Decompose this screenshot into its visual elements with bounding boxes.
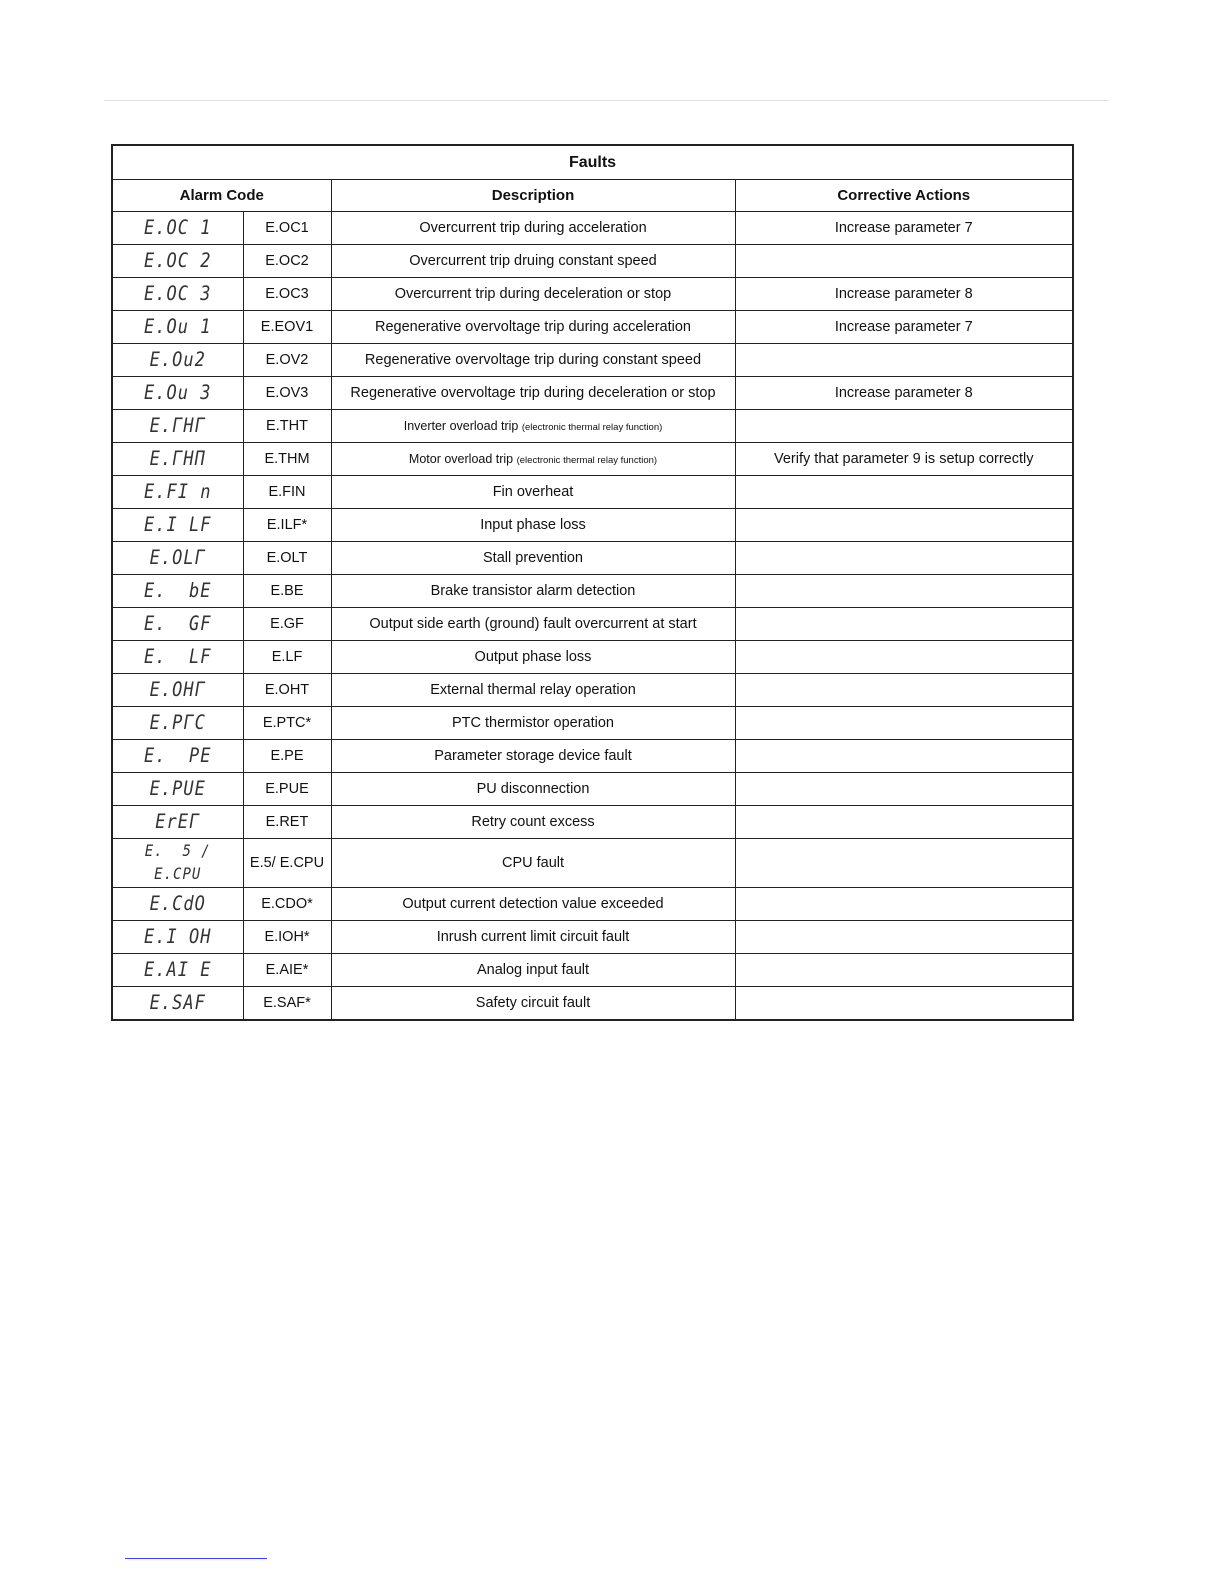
table-row — [112, 608, 1073, 641]
corrective-action — [735, 575, 1073, 608]
corrective-action — [735, 641, 1073, 674]
description-text: Output phase loss — [474, 649, 592, 665]
footnote-rule — [125, 1558, 267, 1559]
segment-display-text: E.OC 3 — [144, 282, 212, 306]
corrective-action — [735, 674, 1073, 707]
corrective-action — [735, 608, 1073, 641]
alarm-code: E.CDO* — [243, 888, 331, 921]
description-text: Overcurrent trip druing constant speed — [409, 253, 657, 269]
fault-description — [331, 344, 735, 377]
lcd-display-code — [112, 575, 243, 608]
fault-description — [331, 311, 735, 344]
segment-display-text: E. bE — [144, 579, 212, 603]
segment-display-text: E. LF — [144, 645, 212, 669]
fault-description — [331, 278, 735, 311]
description-text: Brake transistor alarm detection — [430, 583, 636, 599]
description-note: (electronic thermal relay function) — [516, 455, 658, 466]
corrective-action: Verify that parameter 9 is setup correctly — [735, 443, 1073, 476]
lcd-display-code — [112, 476, 243, 509]
fault-description — [331, 806, 735, 839]
alarm-code: E.PTC* — [243, 707, 331, 740]
table-row — [112, 344, 1073, 377]
segment-display-text: E. GF — [144, 612, 212, 636]
lcd-display-code — [112, 674, 243, 707]
segment-display-text: E.FI n — [144, 480, 212, 504]
description-note: (electronic thermal relay function) — [521, 422, 663, 433]
table-row — [112, 674, 1073, 707]
table-row — [112, 839, 1073, 888]
corrective-action — [735, 888, 1073, 921]
alarm-code: E.EOV1 — [243, 311, 331, 344]
corrective-action — [735, 476, 1073, 509]
faults-table — [111, 144, 1074, 1021]
fault-description — [331, 839, 735, 888]
lcd-display-code — [112, 773, 243, 806]
table-row — [112, 377, 1073, 410]
lcd-display-code — [112, 707, 243, 740]
alarm-code: E.SAF* — [243, 987, 331, 1021]
lcd-display-code — [112, 987, 243, 1021]
alarm-code: E.RET — [243, 806, 331, 839]
segment-display-text: E.OC 1 — [144, 216, 212, 240]
alarm-code: E.OV3 — [243, 377, 331, 410]
description-text: Regenerative overvoltage trip during acceleration — [375, 319, 691, 335]
table-row — [112, 740, 1073, 773]
description-text: Inverter overload trip — [403, 419, 522, 433]
lcd-display-code — [112, 921, 243, 954]
corrective-action — [735, 410, 1073, 443]
segment-display-text: E.ГHГ — [149, 414, 206, 438]
table-title: Faults — [112, 145, 1073, 180]
lcd-display-code — [112, 641, 243, 674]
corrective-action — [735, 773, 1073, 806]
description-text: Motor overload trip — [408, 452, 517, 466]
lcd-display-code — [112, 410, 243, 443]
segment-display-text: E.Ou 3 — [144, 381, 212, 405]
segment-display-text: E.OHГ — [149, 678, 206, 702]
table-row — [112, 921, 1073, 954]
corrective-action — [735, 707, 1073, 740]
alarm-code: E.OC3 — [243, 278, 331, 311]
description-text: PU disconnection — [476, 781, 590, 797]
fault-description — [331, 476, 735, 509]
description-text: Output side earth (ground) fault overcurrent at start — [369, 616, 697, 632]
corrective-action — [735, 740, 1073, 773]
table-row — [112, 509, 1073, 542]
table-row — [112, 888, 1073, 921]
alarm-code: E.LF — [243, 641, 331, 674]
fault-description — [331, 542, 735, 575]
fault-description — [331, 608, 735, 641]
page-header-rule — [104, 100, 1109, 101]
table-row — [112, 806, 1073, 839]
alarm-code: E.THT — [243, 410, 331, 443]
lcd-display-code — [112, 608, 243, 641]
header-corrective-actions: Corrective Actions — [735, 180, 1073, 212]
lcd-display-code — [112, 443, 243, 476]
alarm-code: E.OV2 — [243, 344, 331, 377]
table-header-row — [112, 180, 1073, 212]
lcd-display-code — [112, 377, 243, 410]
table-row — [112, 641, 1073, 674]
description-text: PTC thermistor operation — [452, 715, 614, 731]
description-text: Output current detection value exceeded — [402, 896, 664, 912]
corrective-action — [735, 921, 1073, 954]
table-row — [112, 954, 1073, 987]
table-row — [112, 476, 1073, 509]
table-row — [112, 443, 1073, 476]
alarm-code: E.OHT — [243, 674, 331, 707]
segment-display-text: E.I LF — [144, 513, 212, 537]
description-text: Parameter storage device fault — [434, 748, 632, 764]
table-row — [112, 773, 1073, 806]
alarm-code: E.PE — [243, 740, 331, 773]
alarm-code: E.5/ E.CPU — [243, 839, 331, 888]
description-text: Overcurrent trip during acceleration — [419, 220, 647, 236]
corrective-action: Increase parameter 8 — [735, 278, 1073, 311]
fault-description — [331, 987, 735, 1021]
table-row — [112, 575, 1073, 608]
description-text: Analog input fault — [476, 962, 590, 978]
corrective-action — [735, 987, 1073, 1021]
alarm-code: E.AIE* — [243, 954, 331, 987]
segment-display-text: E. 5 / E.CPU — [144, 842, 211, 884]
lcd-display-code — [112, 509, 243, 542]
lcd-display-code — [112, 245, 243, 278]
segment-display-text: E.CdO — [149, 892, 206, 916]
alarm-code: E.FIN — [243, 476, 331, 509]
description-text: External thermal relay operation — [430, 682, 636, 698]
corrective-action — [735, 245, 1073, 278]
alarm-code: E.THM — [243, 443, 331, 476]
table-row — [112, 245, 1073, 278]
alarm-code: E.OC2 — [243, 245, 331, 278]
fault-description — [331, 641, 735, 674]
fault-description — [331, 740, 735, 773]
corrective-action: Increase parameter 7 — [735, 311, 1073, 344]
alarm-code: E.OLT — [243, 542, 331, 575]
fault-description — [331, 509, 735, 542]
alarm-code: E.GF — [243, 608, 331, 641]
description-text: Inrush current limit circuit fault — [436, 929, 630, 945]
lcd-display-code — [112, 212, 243, 245]
segment-display-text: E.ГHП — [149, 447, 206, 471]
lcd-display-code — [112, 311, 243, 344]
corrective-action — [735, 509, 1073, 542]
segment-display-text: E.PUE — [149, 777, 206, 801]
description-text: Safety circuit fault — [475, 995, 591, 1011]
description-text: CPU fault — [501, 855, 565, 871]
alarm-code: E.BE — [243, 575, 331, 608]
corrective-action: Increase parameter 8 — [735, 377, 1073, 410]
alarm-code: E.IOH* — [243, 921, 331, 954]
table-row — [112, 542, 1073, 575]
table-row — [112, 987, 1073, 1021]
fault-description — [331, 377, 735, 410]
lcd-display-code — [112, 806, 243, 839]
description-text: Stall prevention — [483, 550, 583, 566]
segment-display-text: E.OLГ — [149, 546, 206, 570]
description-text: Overcurrent trip during deceleration or stop — [394, 286, 672, 302]
segment-display-text: E.PГC — [149, 711, 206, 735]
lcd-display-code — [112, 888, 243, 921]
segment-display-text: E.SAF — [149, 991, 206, 1015]
corrective-action — [735, 542, 1073, 575]
fault-description — [331, 954, 735, 987]
segment-display-text: E. PE — [144, 744, 212, 768]
fault-description — [331, 443, 735, 476]
corrective-action — [735, 954, 1073, 987]
segment-display-text: E.OC 2 — [144, 249, 212, 273]
table-row — [112, 410, 1073, 443]
corrective-action: Increase parameter 7 — [735, 212, 1073, 245]
alarm-code: E.PUE — [243, 773, 331, 806]
corrective-action — [735, 344, 1073, 377]
lcd-display-code — [112, 278, 243, 311]
header-description: Description — [331, 180, 735, 212]
fault-description — [331, 575, 735, 608]
table-row — [112, 311, 1073, 344]
fault-description — [331, 773, 735, 806]
description-text: Regenerative overvoltage trip during deceleration or stop — [350, 385, 716, 401]
table-row — [112, 278, 1073, 311]
corrective-action — [735, 806, 1073, 839]
alarm-code: E.OC1 — [243, 212, 331, 245]
alarm-code: E.ILF* — [243, 509, 331, 542]
lcd-display-code — [112, 740, 243, 773]
table-row — [112, 212, 1073, 245]
lcd-display-code — [112, 344, 243, 377]
segment-display-text: E.Ou2 — [149, 348, 206, 372]
segment-display-text: E.I OH — [144, 925, 212, 949]
corrective-action — [735, 839, 1073, 888]
description-text: Retry count excess — [471, 814, 595, 830]
fault-description — [331, 410, 735, 443]
fault-description — [331, 674, 735, 707]
segment-display-text: E.Ou 1 — [144, 315, 212, 339]
segment-display-text: ErEГ — [155, 810, 201, 834]
segment-display-text: E.AI E — [144, 958, 212, 982]
fault-description — [331, 921, 735, 954]
header-alarm-code: Alarm Code — [112, 180, 331, 212]
table-row — [112, 707, 1073, 740]
lcd-display-code — [112, 542, 243, 575]
fault-description — [331, 707, 735, 740]
fault-description — [331, 245, 735, 278]
lcd-display-code — [112, 954, 243, 987]
fault-description — [331, 212, 735, 245]
table-title-row — [112, 145, 1073, 180]
fault-description — [331, 888, 735, 921]
description-text: Regenerative overvoltage trip during constant speed — [364, 352, 702, 368]
description-text: Fin overheat — [492, 484, 574, 500]
lcd-display-code — [112, 839, 243, 888]
description-text: Input phase loss — [480, 517, 586, 533]
